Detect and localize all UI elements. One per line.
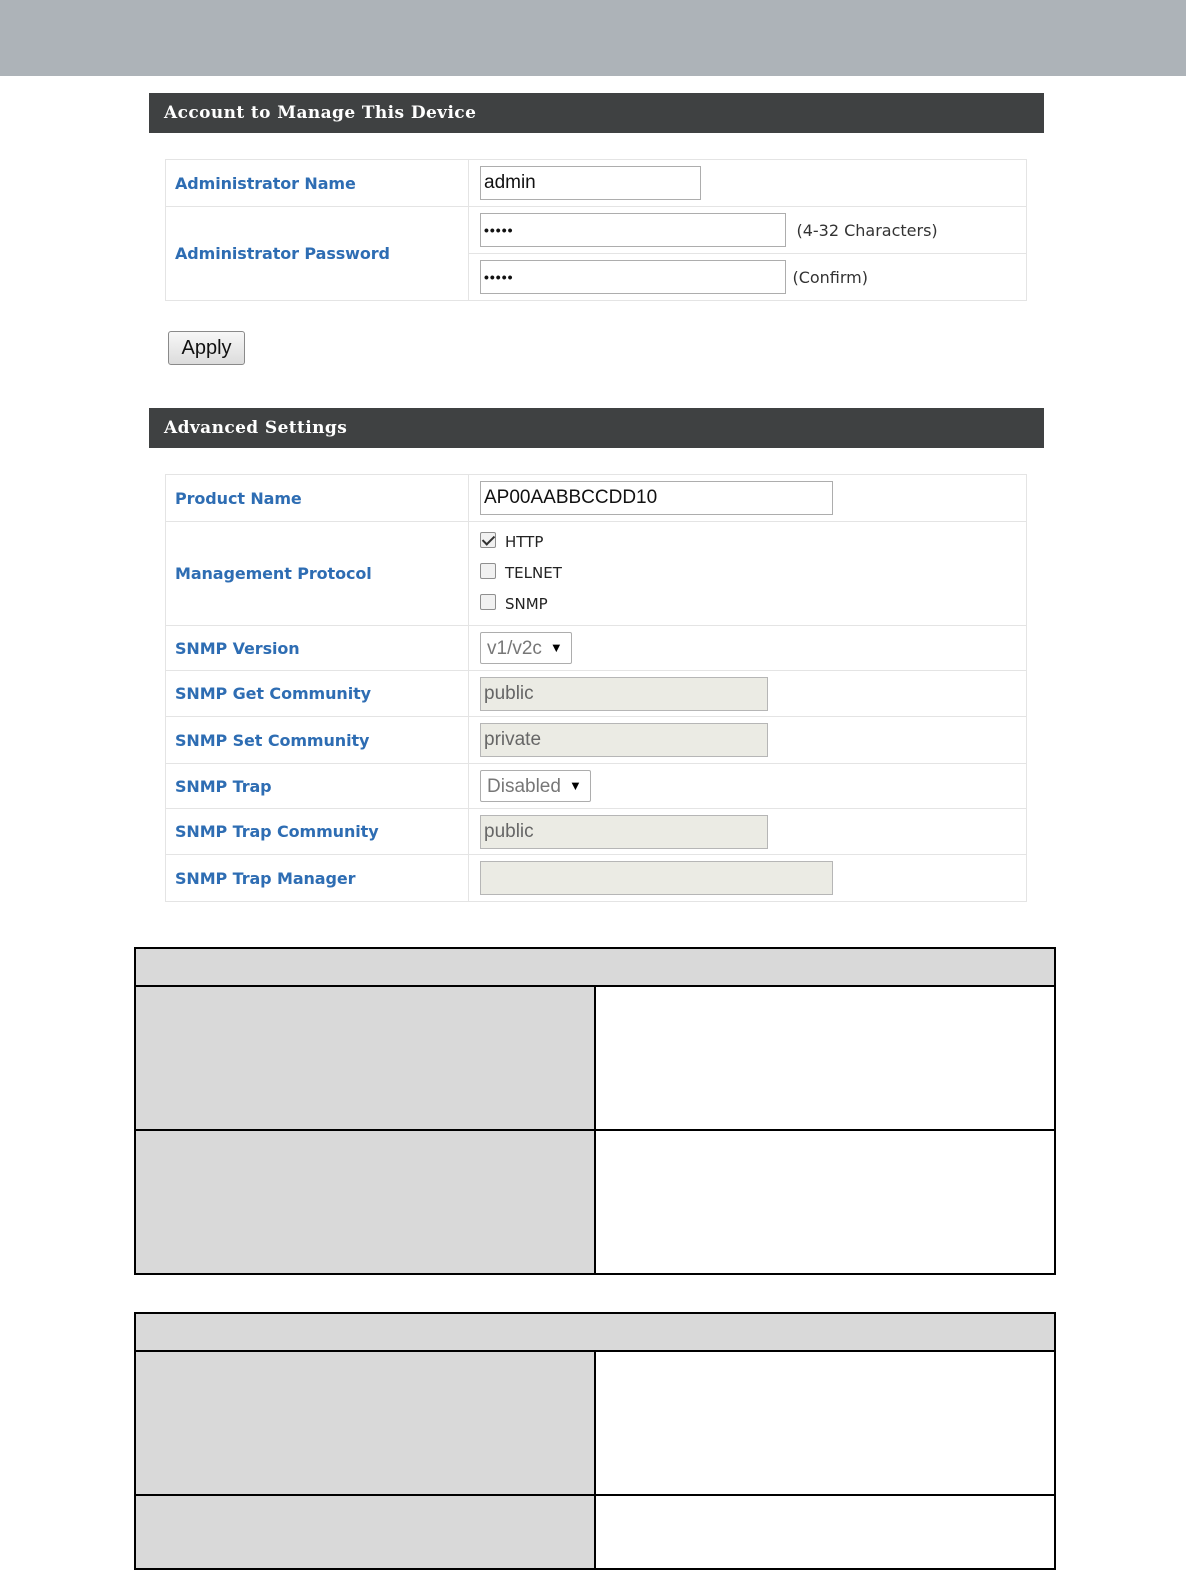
snmp-trap-community-input[interactable]: public — [480, 815, 768, 849]
snmp-trap-label: SNMP Trap — [166, 764, 469, 809]
protocol-snmp-option[interactable] — [480, 589, 1026, 620]
snmp-version-label: SNMP Version — [166, 626, 469, 671]
snmp-get-community-input[interactable]: public — [480, 677, 768, 711]
snmp-label: SNMP — [505, 595, 548, 613]
protocol-telnet-option[interactable] — [480, 558, 1026, 589]
protocol-http-option[interactable] — [480, 527, 1026, 558]
snmp-set-community-label: SNMP Set Community — [166, 717, 469, 764]
admin-name-label: Administrator Name — [166, 160, 469, 207]
snmp-version-select[interactable] — [480, 632, 572, 664]
account-form-table — [165, 159, 1027, 301]
snmp-set-community-cell — [469, 717, 1027, 764]
snmp-set-community-input[interactable]: private — [480, 723, 768, 757]
dropdown-arrow-icon: ▼ — [568, 778, 582, 793]
snmp-version-value: v1/v2c — [487, 638, 542, 659]
top-bar — [0, 0, 1186, 76]
description-table-2-text-cell — [595, 1495, 1055, 1569]
password-length-hint: (4-32 Characters) — [796, 220, 938, 240]
snmp-trap-community-cell — [469, 809, 1027, 855]
snmp-checkbox[interactable] — [480, 594, 496, 610]
advanced-settings-table — [165, 474, 1027, 902]
snmp-get-community-cell — [469, 671, 1027, 717]
http-label: HTTP — [505, 533, 544, 551]
description-table-2 — [134, 1312, 1056, 1570]
telnet-checkbox[interactable] — [480, 563, 496, 579]
description-table-2-label-cell — [135, 1351, 595, 1495]
snmp-trap-manager-label: SNMP Trap Manager — [166, 855, 469, 902]
snmp-trap-cell — [469, 764, 1027, 809]
description-table-1 — [134, 947, 1056, 1275]
snmp-trap-manager-input[interactable] — [480, 861, 833, 895]
product-name-label: Product Name — [166, 475, 469, 522]
telnet-label: TELNET — [505, 564, 562, 582]
description-table-1-label-cell — [135, 986, 595, 1130]
advanced-settings-header: Advanced Settings — [149, 408, 1044, 448]
description-table-1-text-cell — [595, 1130, 1055, 1274]
confirm-password-input[interactable]: ••••• — [480, 260, 786, 294]
confirm-hint: (Confirm) — [792, 267, 868, 287]
admin-password-input[interactable]: ••••• — [480, 213, 786, 247]
description-table-1-text-cell — [595, 986, 1055, 1130]
http-checkbox[interactable] — [480, 532, 496, 548]
description-table-1-header — [135, 948, 1055, 986]
snmp-trap-value: Disabled — [487, 776, 561, 797]
snmp-trap-select[interactable] — [480, 770, 591, 802]
admin-name-cell — [469, 160, 1027, 207]
description-table-1-label-cell — [135, 1130, 595, 1274]
admin-name-input[interactable]: admin — [480, 166, 701, 200]
dropdown-arrow-icon: ▼ — [549, 640, 563, 655]
description-table-2-text-cell — [595, 1351, 1055, 1495]
snmp-trap-manager-cell — [469, 855, 1027, 902]
apply-button[interactable]: Apply — [168, 331, 245, 365]
description-table-2-header — [135, 1313, 1055, 1351]
confirm-password-cell — [469, 254, 1027, 301]
snmp-version-cell — [469, 626, 1027, 671]
product-name-input[interactable]: AP00AABBCCDD10 — [480, 481, 833, 515]
management-protocol-label: Management Protocol — [166, 522, 469, 626]
snmp-trap-community-label: SNMP Trap Community — [166, 809, 469, 855]
management-protocol-cell — [469, 522, 1027, 626]
admin-password-label: Administrator Password — [166, 207, 469, 301]
snmp-get-community-label: SNMP Get Community — [166, 671, 469, 717]
admin-password-cell — [469, 207, 1027, 254]
description-table-2-label-cell — [135, 1495, 595, 1569]
account-section-header: Account to Manage This Device — [149, 93, 1044, 133]
product-name-cell — [469, 475, 1027, 522]
